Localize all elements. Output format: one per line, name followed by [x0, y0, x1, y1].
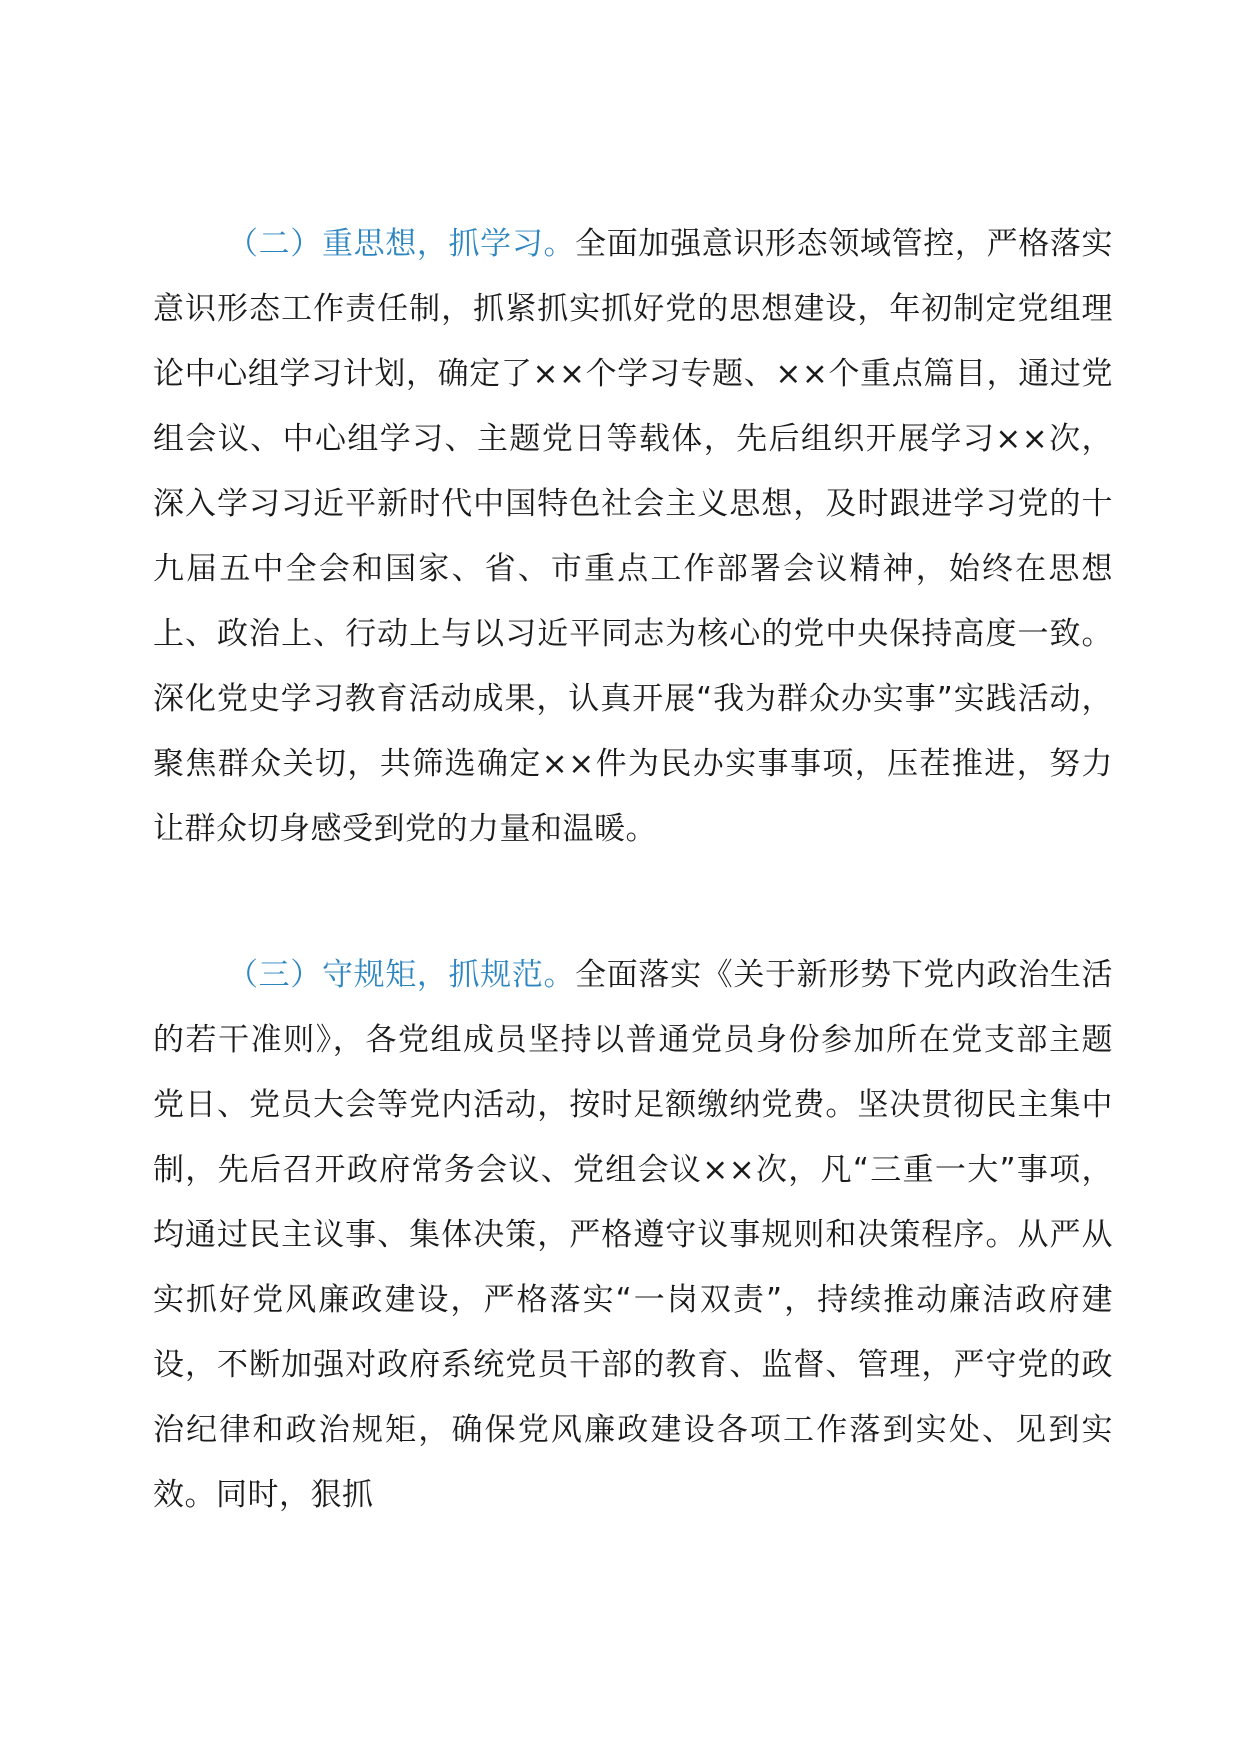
section-heading-3: （三）守规矩，抓规范。 [227, 957, 576, 993]
section-body-2: 全面加强意识形态领域管控，严格落实意识形态工作责任制，抓紧抓实抓好党的思想建设，年初制定党组理论中心组学习计划，确定了××个学习专题、××个重点篇目，通过党组会议、中心组学习、主题党日等载体，先后组织开展学习××次，深入学习习近平新时代中国特色社会主义思想，及时跟进学习党的十九届五中全会和国家、省、市重点工作部署会议精神，始终在思想上、政治上、行动上与以习近平同志为核心的党中央保持高度一致。深化党史学习教育活动成果，认真开展“我为群众办实事”实践活动，聚焦群众关切，共筛选确定××件为民办实事事项，压茬推进，努力让群众切身感受到党的力量和温暖。 [153, 226, 1114, 847]
section-paragraph-3 [153, 943, 1113, 1528]
section-heading-2: （二）重思想，抓学习。 [227, 226, 576, 262]
section-body-3: 全面落实《关于新形势下党内政治生活的若干准则》，各党组成员坚持以普通党员身份参加所在党支部主题党日、党员大会等党内活动，按时足额缴纳党费。坚决贯彻民主集中制，先后召开政府常务会议、党组会议××次，凡“三重一大”事项，均通过民主议事、集体决策，严格遵守议事规则和决策程序。从严从实抓好党风廉政建设，严格落实“一岗双责”，持续推动廉洁政府建设，不断加强对政府系统党员干部的教育、监督、管理，严守党的政治纪律和政治规矩，确保党风廉政建设各项工作落到实处、见到实效。同时，狠抓 [153, 957, 1114, 1513]
section-paragraph-2 [153, 212, 1113, 862]
